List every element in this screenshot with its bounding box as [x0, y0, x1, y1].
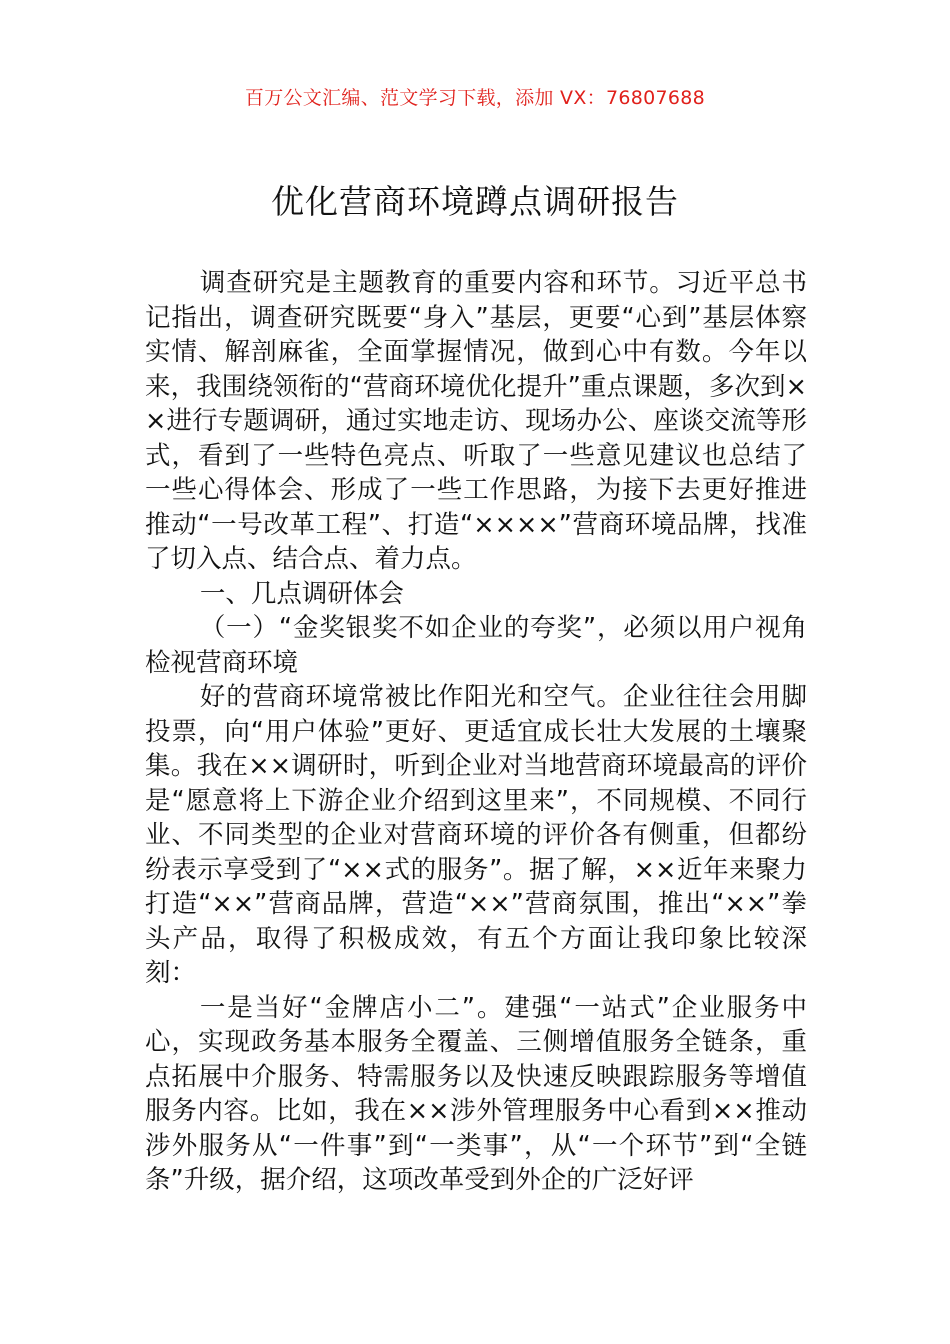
- subsection-heading-1: （一）“金奖银奖不如企业的夸奖”，必须以用户视角检视营商环境: [145, 613, 807, 678]
- paragraph-intro: 调查研究是主题教育的重要内容和环节。习近平总书记指出，调查研究既要“身入”基层，更要“心到”基层体察实情、解剖麻雀，全面掌握情况，做到心中有数。今年以来，我围绕领衔的“营商环境优化提升”重点课题，多次到××进行专题调研，通过实地走访、现场办公、座谈交流等形式，看到了一些特色亮点、听取了一些意见建议也总结了一些心得体会、形成了一些工作思路，为接下去更好推进推动“一号改革工程”、打造“××××”营商环境品牌，找准了切入点、结合点、着力点。: [145, 268, 807, 574]
- document-title: 优化营商环境蹲点调研报告: [271, 182, 679, 221]
- section-heading-1: 一、几点调研体会: [199, 578, 404, 609]
- document-body: [145, 266, 807, 1198]
- header-watermark-note: 百万公文汇编、范文学习下载，添加 VX：76807688: [244, 87, 706, 109]
- paragraph-point-one: 一是当好“金牌店小二”。建强“一站式”企业服务中心，实现政务基本服务全覆盖、三侧增值服务全链条，重点拓展中介服务、特需服务以及快速反映跟踪服务等增值服务内容。比如，我在××涉外管理服务中心看到××推动涉外服务从“一件事”到“一类事”，从“一个环节”到“全链条”升级，据介绍，这项改革受到外企的广泛好评: [145, 992, 807, 1195]
- paragraph-environment: 好的营商环境常被比作阳光和空气。企业往往会用脚投票，向“用户体验”更好、更适宜成长壮大发展的土壤聚集。我在××调研时，听到企业对当地营商环境最高的评价是“愿意将上下游企业介绍到这里来”，不同规模、不同行业、不同类型的企业对营商环境的评价各有侧重，但都纷纷表示享受到了“××式的服务”。据了解，××近年来聚力打造“××”营商品牌，营造“××”营商氛围，推出“××”拳头产品，取得了积极成效，有五个方面让我印象比较深刻：: [145, 682, 807, 988]
